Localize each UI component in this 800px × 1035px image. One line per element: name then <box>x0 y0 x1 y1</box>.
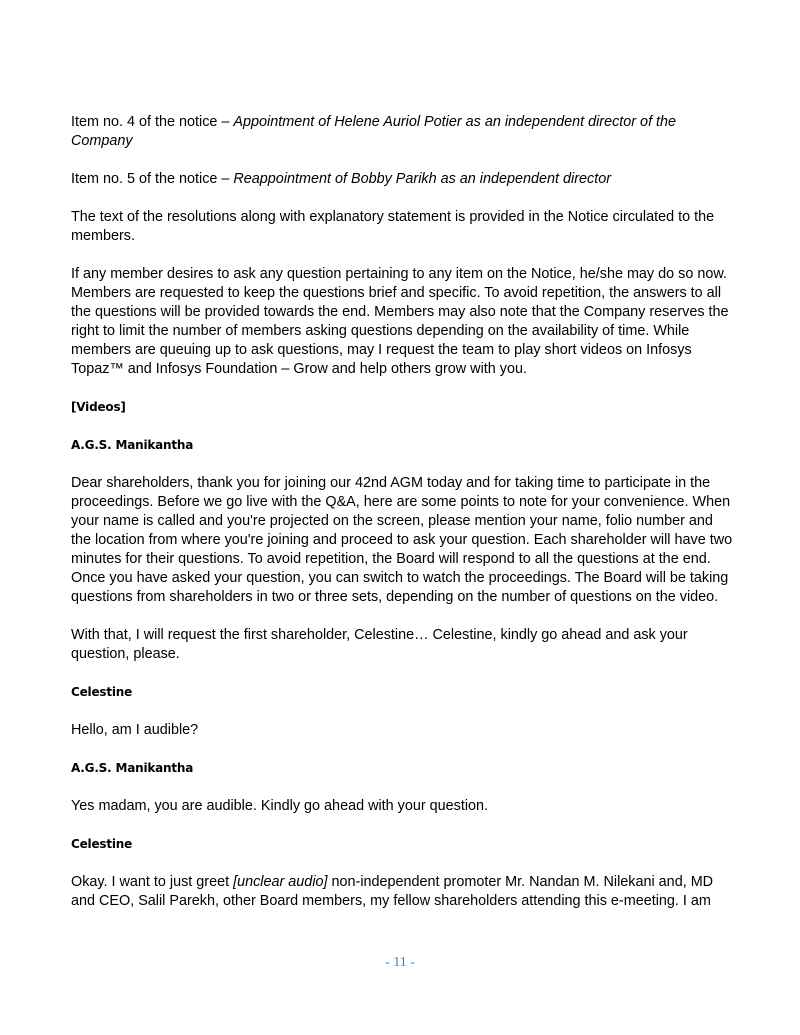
item-5-title: Reappointment of Bobby Parikh as an independent director <box>233 171 612 187</box>
questions-intro-paragraph: If any member desires to ask any question pertaining to any item on the Notice, he/she may do so now. Members are requested to keep the questions brief and specific. To avoid repetition, the answers to all the questions will be provided towards the end. Members may also note that the Company reserves the right to limit the number of members asking questions depending on the availability of time. While members are queuing up to ask questions, may I request the team to play short videos on Infosys Topaz™ and Infosys Foundation – Grow and help others grow with you. <box>71 266 729 377</box>
resolution-paragraph: The text of the resolutions along with explanatory statement is provided in the Notice circulated to the members. <box>71 209 715 244</box>
videos-label: [Videos] <box>71 400 126 414</box>
ags-intro-paragraph: Dear shareholders, thank you for joining our 42nd AGM today and for taking time to participate in the proceedings. Before we go live with the Q&A, here are some points to note for your convenience. When your name is called and you're projected on the screen, please mention your name, folio number and the location from where you're joining and proceed to ask your question. Each shareholder will have two minutes for their questions. To avoid repetition, the Board will respond to all the questions at the end. Once you have asked your question, you can switch to watch the proceedings. The Board will be taking questions from shareholders in two or three sets, depending on the number of questions on the video. <box>71 475 733 605</box>
speaker-label-ags-2: A.G.S. Manikantha <box>71 761 194 775</box>
celestine-2-after: non-independent promoter Mr. Nandan M. Nilekani and, MD and CEO, Salil Parekh, other Board members, my fellow shareholders attending this e-meeting. I am <box>71 874 714 909</box>
speaker-label-celestine-2: Celestine <box>71 837 133 851</box>
celestine-paragraph-1: Hello, am I audible? <box>71 722 199 738</box>
unclear-audio-note: [unclear audio] <box>233 874 328 890</box>
speaker-label-celestine: Celestine <box>71 685 133 699</box>
page-number: - 11 - <box>385 955 415 970</box>
transcript-page <box>71 113 736 930</box>
item-4-prefix: Item no. 4 of the notice – <box>71 114 234 130</box>
celestine-paragraph-2 <box>71 873 736 911</box>
ags-call-paragraph: With that, I will request the first shareholder, Celestine… Celestine, kindly go ahead and ask your question, please. <box>71 627 688 662</box>
item-4-title: Appointment of Helene Auriol Potier as an independent director of the Company <box>71 114 677 149</box>
item-5-prefix: Item no. 5 of the notice – <box>71 171 234 187</box>
item-5-line <box>71 170 736 189</box>
ags-reply-paragraph: Yes madam, you are audible. Kindly go ahead with your question. <box>71 798 489 814</box>
speaker-label-ags: A.G.S. Manikantha <box>71 438 194 452</box>
celestine-2-before: Okay. I want to just greet <box>71 874 234 890</box>
item-4-line <box>71 113 736 151</box>
